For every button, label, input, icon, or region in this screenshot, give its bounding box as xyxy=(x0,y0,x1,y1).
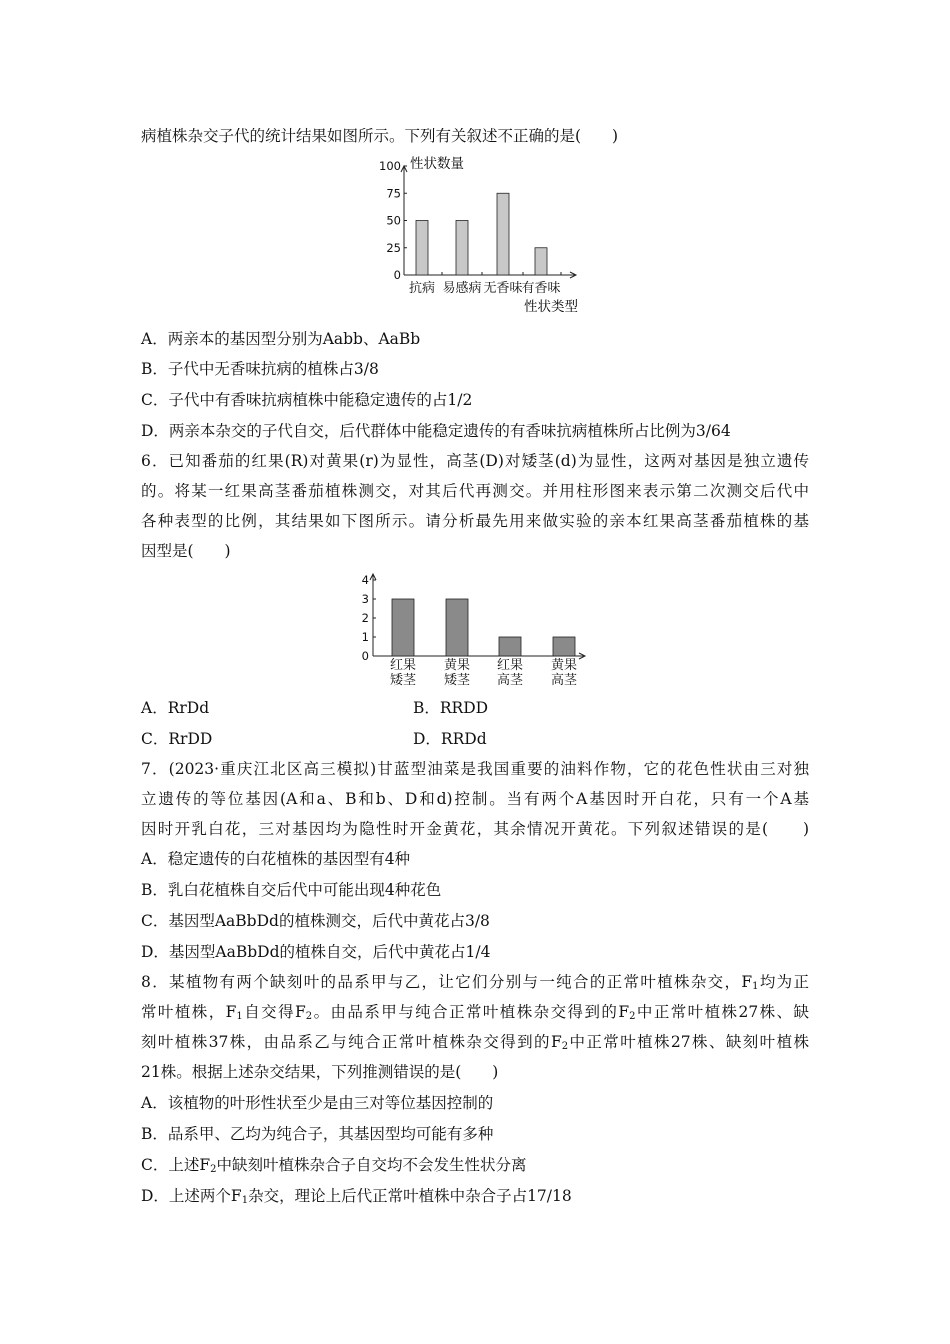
chart2-category-label: 矮茎 xyxy=(389,673,417,688)
chart-trait-counts xyxy=(370,152,590,322)
chart2-bar xyxy=(553,637,575,656)
q7-option-b: B．乳白花植株自交后代中可能出现4种花色 xyxy=(141,881,442,899)
chart1-xlabel: 性状类型 xyxy=(524,299,578,315)
q8-option-c: C．上述$F_2$中缺刻叶植株杂合子自交均不会发生性状分离 xyxy=(141,1156,527,1175)
chart2-y-tick-label: 0 xyxy=(361,649,369,663)
q6-option-a: A．RrDd xyxy=(141,699,210,717)
q5-option-c: C．子代中有香味抗病植株中能稳定遗传的占1/2 xyxy=(141,391,473,409)
q8-stem-line-4: 21株。根据上述杂交结果，下列推测错误的是( ) xyxy=(141,1063,499,1081)
q8-option-b: B．品系甲、乙均为纯合子，其基因型均可能有多种 xyxy=(141,1125,494,1143)
q6-option-b: B．RRDD xyxy=(413,699,489,717)
chart1-bar xyxy=(497,193,509,275)
q7-stem-line-3: 因时开乳白花，三对基因均为隐性时开金黄花，其余情况开黄花。下列叙述错误的是( ) xyxy=(141,820,809,838)
q8-stem-line-2: 常叶植株，$F_1$自交得$F_2$。由品系甲与纯合正常叶植株杂交得到的$F_2$中正常叶植株27株、缺 xyxy=(141,1003,809,1022)
q6-stem-line-1: 6．已知番茄的红果(R)对黄果(r)为显性，高茎(D)对矮茎(d)为显性，这两对基因是独立遗传 xyxy=(141,452,809,470)
q7-option-d: D．基因型AaBbDd的植株自交，后代中黄花占1/4 xyxy=(141,943,491,961)
chart2-category-label: 黄果 xyxy=(550,658,578,673)
chart1-ylabel: 性状数量 xyxy=(410,156,464,172)
q5-option-a: A．两亲本的基因型分别为Aabb、AaBb xyxy=(141,330,421,348)
q8-stem-line-3: 刻叶植株37株，由品系乙与纯合正常叶植株杂交得到的$F_2$中正常叶植株27株、缺刻叶植株 xyxy=(141,1033,809,1052)
chart1-y-tick-label: 75 xyxy=(386,186,401,201)
q7-stem-line-1: 7．(2023·重庆江北区高三模拟)甘蓝型油菜是我国重要的油料作物，它的花色性状由三对独 xyxy=(141,760,809,778)
chart2-bar xyxy=(499,637,521,656)
chart2-category-label: 矮茎 xyxy=(443,673,471,688)
q7-option-c: C．基因型AaBbDd的植株测交，后代中黄花占3/8 xyxy=(141,912,490,930)
chart2-y-tick-label: 1 xyxy=(361,630,369,644)
chart2-y-tick-label: 4 xyxy=(361,573,369,587)
chart2-category-label: 红果 xyxy=(496,658,524,673)
q5-option-d: D．两亲本杂交的子代自交，后代群体中能稳定遗传的有香味抗病植株所占比例为3/64 xyxy=(141,422,731,440)
chart2-category-label: 高茎 xyxy=(550,673,578,688)
q5-option-b: B．子代中无香味抗病的植株占3/8 xyxy=(141,360,379,378)
q6-stem-line-4: 因型是( ) xyxy=(141,542,231,560)
chart2-y-tick-label: 2 xyxy=(361,611,369,625)
chart1-y-tick-label: 100 xyxy=(379,159,401,173)
chart2-category-label: 高茎 xyxy=(496,673,524,688)
chart1-bar xyxy=(456,221,468,276)
q8-stem-line-1: 8．某植物有两个缺刻叶的品系甲与乙，让它们分别与一纯合的正常叶植株杂交，$F_1$均为正 xyxy=(141,973,809,992)
chart1-y-tick-label: 0 xyxy=(393,268,401,282)
chart1-bar xyxy=(535,248,547,275)
chart1-y-tick-label: 50 xyxy=(386,213,401,228)
chart2-category-label: 黄果 xyxy=(443,658,471,673)
chart1-bar xyxy=(416,221,428,276)
chart1-category-label: 抗病 xyxy=(408,281,436,296)
chart1-category-label: 无香味 xyxy=(483,281,523,296)
chart2-y-tick-label: 3 xyxy=(361,592,369,606)
chart-phenotype-ratios xyxy=(352,568,592,693)
q6-option-c: C．RrDD xyxy=(141,730,213,748)
q7-option-a: A．稳定遗传的白花植株的基因型有4种 xyxy=(141,850,411,868)
q6-option-d: D．RRDd xyxy=(413,730,487,748)
q8-option-d: D．上述两个$F_1$杂交，理论上后代正常叶植株中杂合子占17/18 xyxy=(141,1187,572,1206)
chart2-bar xyxy=(392,599,414,656)
chart2-category-label: 红果 xyxy=(389,658,417,673)
q8-option-a: A．该植物的叶形性状至少是由三对等位基因控制的 xyxy=(141,1094,494,1112)
q6-stem-line-2: 的。将某一红果高茎番茄植株测交，对其后代再测交。并用柱形图来表示第二次测交后代中 xyxy=(141,482,809,500)
q6-stem-line-3: 各种表型的比例，其结果如下图所示。请分析最先用来做实验的亲本红果高茎番茄植株的基 xyxy=(141,512,809,530)
chart1-y-tick-label: 25 xyxy=(386,240,401,255)
chart2-bar xyxy=(446,599,468,656)
q7-stem-line-2: 立遗传的等位基因(A和a、B和b、D和d)控制。当有两个A基因时开白花，只有一个A基 xyxy=(141,790,809,808)
chart1-category-label: 易感病 xyxy=(442,281,482,296)
q5-stem: 病植株杂交子代的统计结果如图所示。下列有关叙述不正确的是( ) xyxy=(141,127,619,145)
chart1-category-label: 有香味 xyxy=(521,281,561,296)
